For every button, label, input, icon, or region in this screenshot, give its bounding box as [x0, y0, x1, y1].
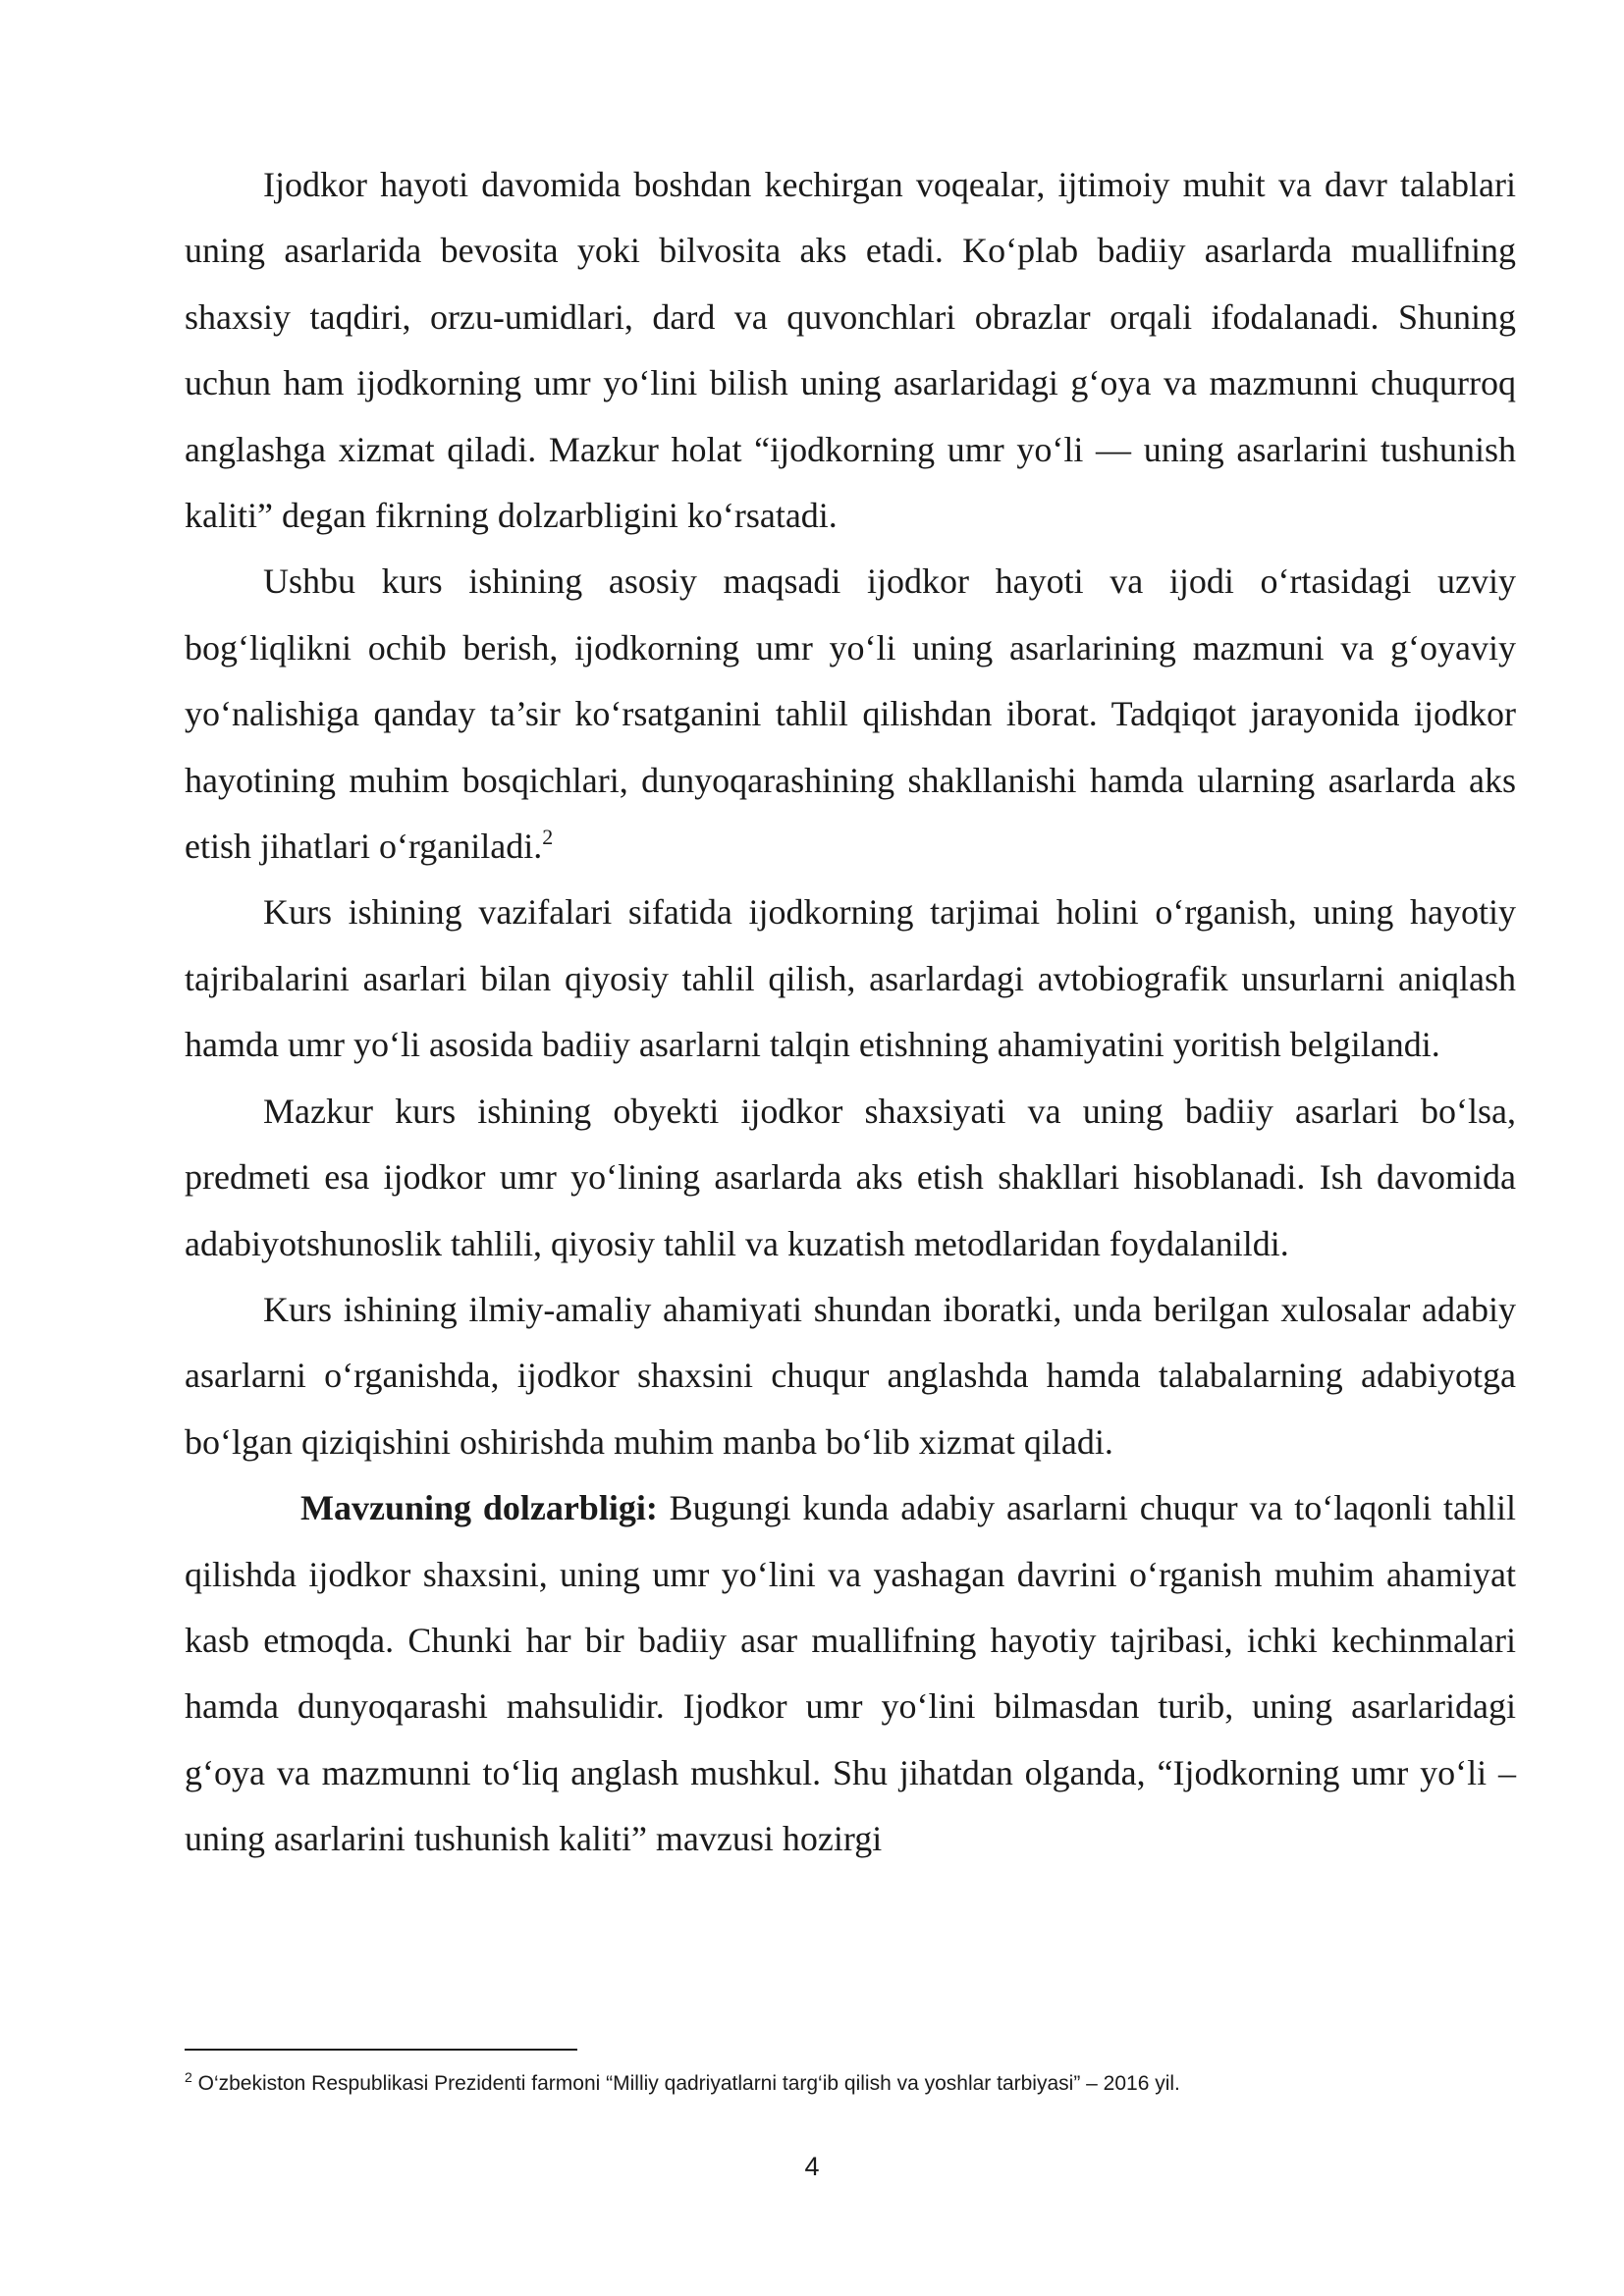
paragraph-intro: Ijodkor hayoti davomida boshdan kechirgan voqealar, ijtimoiy muhit va davr talablari uning asarlarida bevosita yoki bilvosita aks etadi. Ko‘plab badiiy asarlarda muallifning shaxsiy taqdiri, orzu-umidlari, dard va quvonchlari obrazlar orqali ifodalanadi. Shuning uchun ham ijodkorning umr yo‘lini bilish uning asarlaridagi g‘oya va mazmunni chuqurroq anglashga xizmat qiladi. Mazkur holat “ijodkorning umr yo‘li — uning asarlarini tushunish kaliti” degan fikrning dolzarbligini ko‘rsatadi.	[185, 165, 1516, 536]
paragraph-object: Mazkur kurs ishining obyekti ijodkor shaxsiyati va uning badiiy asarlari bo‘lsa, predmeti esa ijodkor umr yo‘lining asarlarda aks etish shakllari hisoblanadi. Ish davomida adabiyotshunoslik tahlili, qiyosiy tahlil va kuzatish metodlaridan foydalanildi.	[185, 1091, 1516, 1263]
footnote-text: O‘zbekiston Respublikasi Prezidenti farmoni “Milliy qadriyatlarni targ‘ib qilish va yoshlar tarbiyasi” – 2016 yil.	[191, 2072, 1180, 2095]
footnote-reference: 2	[542, 825, 554, 850]
footnote	[185, 2069, 1516, 2099]
paragraph-aim-text: Ushbu kurs ishining asosiy maqsadi ijodkor hayoti va ijodi o‘rtasidagi uzviy bog‘liqlikni ochib berish, ijodkorning umr yo‘li uning asarlarining mazmuni va g‘oyaviy yo‘nalishiga qanday ta’sir ko‘rsatganini tahlil qilishdan iborat. Tadqiqot jarayonida ijodkor hayotining muhim bosqichlari, dunyoqarashining shakllanishi hamda ularning asarlarda aks etish jihatlari o‘rganiladi.	[185, 561, 1516, 867]
footnote-separator	[185, 2049, 577, 2051]
paragraph-tasks: Kurs ishining vazifalari sifatida ijodkorning tarjimai holini o‘rganish, uning hayotiy tajribalarini asarlari bilan qiyosiy tahlil qilish, asarlardagi avtobiografik unsurlarni aniqlash hamda umr yo‘li asosida badiiy asarlarni talqin etishning ahamiyatini yoritish belgilandi.	[185, 892, 1516, 1065]
footnote-number: 2	[185, 2069, 192, 2085]
relevance-text: Bugungi kunda adabiy asarlarni chuqur va to‘laqonli tahlil qilishda ijodkor shaxsini, uning umr yo‘lini va yashagan davrini o‘rganish muhim ahamiyat kasb etmoqda. Chunki har bir badiiy asar muallifning hayotiy tajribasi, ichki kechinmalari hamda dunyoqarashi mahsulidir. Ijodkor umr yo‘lini bilmasdan turib, uning asarlaridagi g‘oya va mazmunni to‘liq anglash mushkul. Shu jihatdan olganda, “Ijodkorning umr yo‘li – uning asarlarini tushunish kaliti” mavzusi hozirgi	[185, 1488, 1516, 1859]
body-text	[185, 152, 1516, 1873]
page-number: 4	[804, 2152, 820, 2181]
paragraph-relevance	[185, 1475, 1516, 1872]
paragraph-significance: Kurs ishining ilmiy-amaliy ahamiyati shundan iboratki, unda berilgan xulosalar adabiy asarlarni o‘rganishda, ijodkor shaxsini chuqur anglashda hamda talabalarning adabiyotga bo‘lgan qiziqishini oshirishda muhim manba bo‘lib xizmat qiladi.	[185, 1289, 1516, 1462]
relevance-heading: Mavzuning dolzarbligi:	[300, 1488, 658, 1528]
paragraph-aim	[185, 549, 1516, 880]
